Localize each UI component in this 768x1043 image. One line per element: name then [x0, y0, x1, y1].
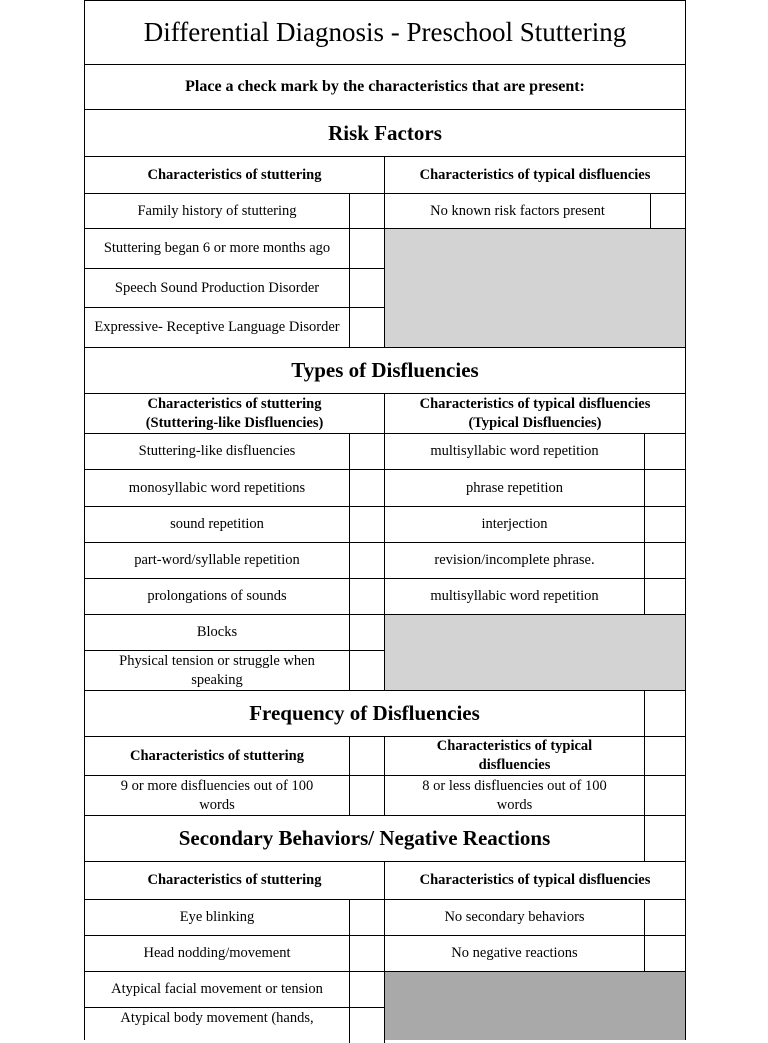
secondary-heading: Secondary Behaviors/ Negative Reactions	[178, 826, 551, 850]
checkbox-secondary-facial-movement[interactable]	[350, 972, 384, 1007]
secondary-stuttering-item-3: Atypical facial movement or tension	[111, 981, 323, 997]
risk-stuttering-item-4: Expressive- Receptive Language Disorder	[94, 319, 340, 335]
checkbox-types-stuttering-2[interactable]	[350, 470, 384, 506]
secondary-stuttering-item-2: Head nodding/movement	[143, 945, 291, 961]
types-stuttering-item-6: Blocks	[196, 624, 238, 640]
checkbox-risk-began-6-months[interactable]	[350, 229, 384, 268]
checkbox-frequency-typical[interactable]	[645, 776, 685, 815]
types-stuttering-item-7: Physical tension or struggle when speaking	[119, 652, 315, 688]
secondary-typical-item-2: No negative reactions	[451, 945, 578, 961]
checkbox-types-typical-1[interactable]	[645, 434, 685, 469]
types-typical-item-1: multisyllabic word repetition	[430, 443, 599, 459]
secondary-stuttering-item-4: Atypical body movement (hands,	[120, 1010, 314, 1026]
checkbox-risk-no-factors[interactable]	[651, 194, 685, 228]
risk-col-typical-header: Characteristics of typical disfluencies	[419, 166, 651, 183]
table-row	[85, 434, 685, 470]
table-row	[85, 507, 685, 543]
table-row	[85, 615, 385, 651]
checkbox-types-typical-4[interactable]	[645, 543, 685, 578]
risk-stuttering-item-2: Stuttering began 6 or more months ago	[103, 240, 331, 256]
table-row	[85, 269, 385, 308]
checkbox-secondary-no-behaviors[interactable]	[645, 900, 685, 935]
frequency-stuttering-item: 9 or more disfluencies out of 100 words	[120, 777, 314, 813]
table-row	[85, 579, 685, 615]
table-row	[85, 470, 685, 507]
table-row	[85, 1008, 385, 1043]
risk-factors-heading: Risk Factors	[328, 120, 442, 145]
types-heading-row	[85, 348, 685, 394]
types-typical-item-4: revision/incomplete phrase.	[434, 552, 595, 568]
checkbox-frequency-stuttering[interactable]	[350, 776, 384, 815]
checkbox-secondary-head-nodding[interactable]	[350, 936, 384, 971]
types-typical-item-2: phrase repetition	[465, 479, 564, 496]
form-title: Differential Diagnosis - Preschool Stuttering	[143, 17, 627, 47]
types-stuttering-item-1: Stuttering-like disfluencies	[138, 443, 296, 459]
types-column-headers	[85, 394, 685, 434]
types-typical-item-3: interjection	[481, 516, 548, 532]
risk-stuttering-item-1: Family history of stuttering	[137, 202, 297, 219]
instruction-text: Place a check mark by the characteristics that are present:	[185, 78, 585, 95]
table-row	[85, 651, 685, 691]
checkbox-types-stuttering-3[interactable]	[350, 507, 384, 542]
frequency-heading: Frequency of Disfluencies	[249, 701, 480, 725]
checkbox-types-stuttering-4[interactable]	[350, 543, 384, 578]
secondary-column-headers	[85, 862, 685, 900]
types-col-typical-header: Characteristics of typical disfluencies (Typical Disfluencies)	[419, 395, 651, 431]
secondary-col-stuttering-header: Characteristics of stuttering	[147, 872, 322, 888]
types-col-stuttering-header: Characteristics of stuttering (Stuttering-like Disfluencies)	[145, 395, 324, 431]
types-stuttering-item-2: monosyllabic word repetitions	[128, 479, 306, 496]
types-typical-item-5: multisyllabic word repetition	[430, 588, 599, 604]
frequency-column-headers	[85, 737, 685, 776]
frequency-typical-item: 8 or less disfluencies out of 100 words	[422, 777, 607, 813]
checkbox-secondary-body-movement[interactable]	[350, 1008, 384, 1043]
risk-stuttering-item-3: Speech Sound Production Disorder	[114, 279, 320, 296]
secondary-heading-row	[85, 816, 685, 862]
instruction-row	[85, 64, 685, 110]
table-row	[85, 776, 685, 816]
differential-diagnosis-form	[84, 0, 686, 1040]
checkbox-types-stuttering-1[interactable]	[350, 434, 384, 469]
secondary-col-typical-header: Characteristics of typical disfluencies	[419, 872, 651, 888]
table-row	[85, 972, 385, 1008]
checkbox-secondary-eye-blinking[interactable]	[350, 900, 384, 935]
checkbox-risk-family-history[interactable]	[350, 194, 384, 228]
checkbox-types-blocks[interactable]	[350, 615, 384, 650]
risk-col-stuttering-header: Characteristics of stuttering	[147, 166, 322, 183]
frequency-col-stuttering-header: Characteristics of stuttering	[130, 747, 304, 764]
types-stuttering-item-4: part-word/syllable repetition	[134, 552, 300, 568]
risk-factors-column-headers	[85, 157, 685, 194]
types-stuttering-item-5: prolongations of sounds	[147, 588, 287, 604]
types-stuttering-item-3: sound repetition	[170, 516, 264, 532]
checkbox-types-typical-3[interactable]	[645, 507, 685, 542]
secondary-stuttering-item-1: Eye blinking	[179, 909, 255, 925]
table-row	[85, 194, 685, 229]
checkbox-types-typical-2[interactable]	[645, 470, 685, 506]
secondary-typical-item-1: No secondary behaviors	[444, 909, 585, 925]
checkbox-types-typical-5[interactable]	[645, 579, 685, 614]
risk-typical-item-1: No known risk factors present	[430, 202, 605, 219]
title-row	[85, 0, 685, 65]
table-row	[85, 936, 685, 972]
checkbox-risk-speech-sound[interactable]	[350, 269, 384, 307]
checkbox-types-stuttering-5[interactable]	[350, 579, 384, 614]
table-row	[85, 900, 685, 936]
checkbox-types-physical-tension[interactable]	[350, 651, 384, 690]
checkbox-secondary-no-reactions[interactable]	[645, 936, 685, 971]
checkbox-risk-language-disorder[interactable]	[350, 308, 384, 347]
gray-filler-secondary	[385, 972, 685, 1040]
table-row	[85, 229, 385, 269]
frequency-heading-row	[85, 691, 685, 737]
types-heading: Types of Disfluencies	[291, 358, 479, 382]
risk-factors-heading-row	[85, 110, 685, 157]
table-row	[85, 308, 685, 348]
table-row	[85, 543, 685, 579]
frequency-col-typical-header: Characteristics of typical disfluencies	[436, 738, 593, 773]
